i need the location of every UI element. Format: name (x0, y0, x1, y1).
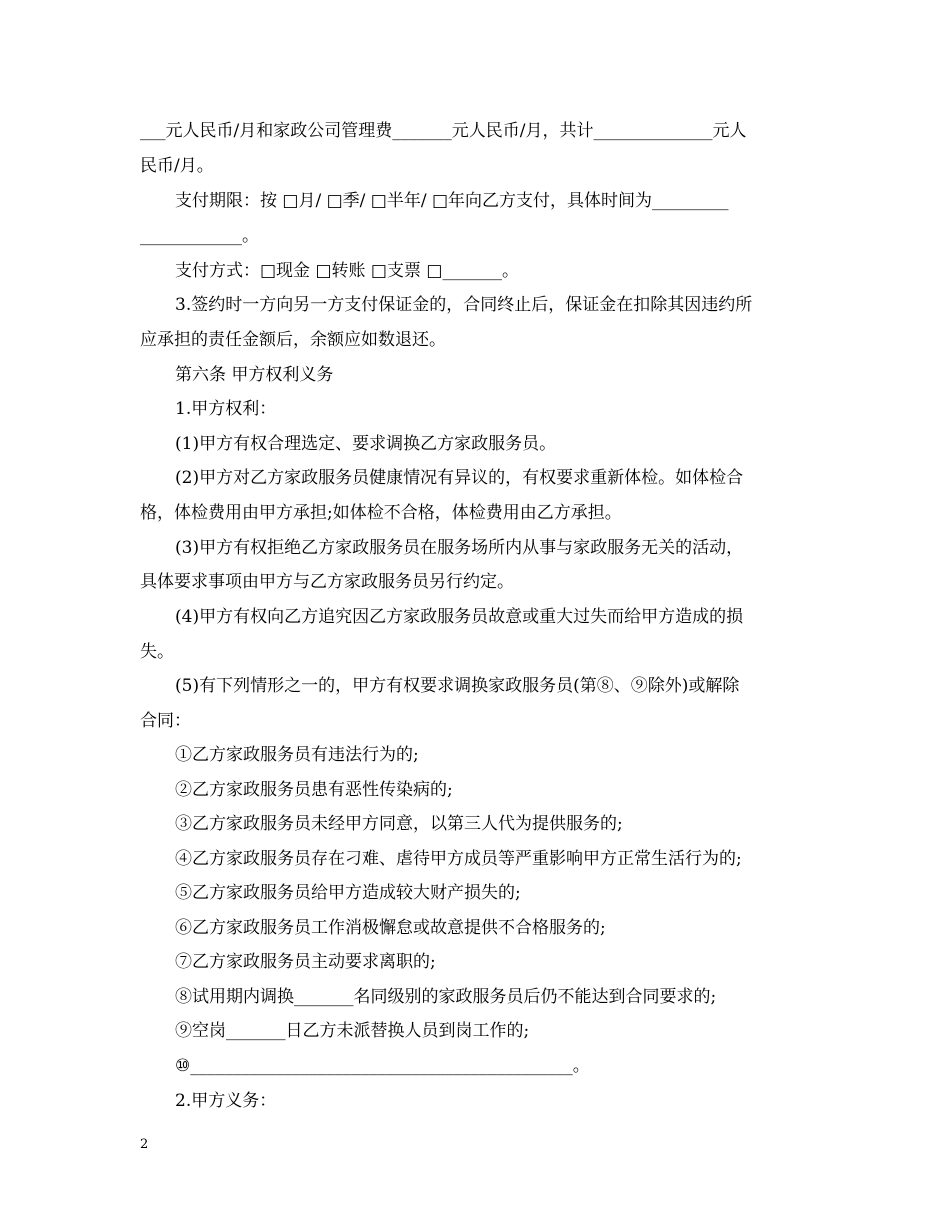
text-line: (5)有下列情形之一的，甲方有权要求调换家政服务员(第⑧、⑨除外)或解除 (175, 676, 740, 696)
text-line: 具体要求事项由甲方与乙方家政服务员另行约定。 (140, 572, 514, 592)
text-line: ____________。 (140, 226, 259, 246)
text-line: 支付方式：□现金 □转账 □支票 □_______。 (175, 261, 519, 281)
text-line: 支付期限：按 □月/ □季/ □半年/ □年向乙方支付，具体时间为_________ (175, 191, 729, 211)
text-line: 失。 (140, 642, 174, 662)
text-line: 民币/月。 (140, 156, 214, 176)
text-line: (1)甲方有权合理选定、要求调换乙方家政服务员。 (175, 434, 557, 454)
list-item: ③乙方家政服务员未经甲方同意，以第三人代为提供服务的; (175, 814, 623, 834)
list-item: ⑥乙方家政服务员工作消极懈怠或故意提供不合格服务的; (175, 918, 606, 938)
text-line: ___元人民币/月和家政公司管理费_______元人民币/月，共计______________元人 (140, 121, 747, 141)
page-number: 2 (140, 1137, 149, 1152)
text-line: 2.甲方义务： (175, 1091, 277, 1111)
list-item: ②乙方家政服务员患有恶性传染病的; (175, 780, 453, 800)
section-heading: 第六条 甲方权利义务 (175, 365, 334, 385)
list-item: ⑩_____________________________________________。 (175, 1056, 590, 1076)
text-line: (2)甲方对乙方家政服务员健康情况有异议的，有权要求重新体检。如体检合 (175, 468, 744, 488)
text-line: 3.签约时一方向另一方支付保证金的，合同终止后，保证金在扣除其因违约所 (175, 295, 753, 315)
list-item: ⑦乙方家政服务员主动要求离职的; (175, 952, 436, 972)
list-item: ④乙方家政服务员存在刁难、虐待甲方成员等严重影响甲方正常生活行为的; (175, 849, 742, 869)
text-line: (3)甲方有权拒绝乙方家政服务员在服务场所内从事与家政服务无关的活动， (175, 538, 744, 558)
list-item: ⑧试用期内调换_______名同级别的家政服务员后仍不能达到合同要求的; (175, 987, 717, 1007)
list-item: ⑤乙方家政服务员给甲方造成较大财产损失的; (175, 883, 521, 903)
text-line: 1.甲方权利： (175, 399, 277, 419)
text-line: 应承担的责任金额后，余额应如数退还。 (140, 330, 446, 350)
list-item: ⑨空岗_______日乙方未派替换人员到岗工作的; (175, 1021, 530, 1041)
text-line: 格，体检费用由甲方承担;如体检不合格，体检费用由乙方承担。 (140, 503, 622, 523)
list-item: ①乙方家政服务员有违法行为的; (175, 745, 419, 765)
text-line: (4)甲方有权向乙方追究因乙方家政服务员故意或重大过失而给甲方造成的损 (175, 607, 744, 627)
text-line: 合同： (140, 711, 191, 731)
